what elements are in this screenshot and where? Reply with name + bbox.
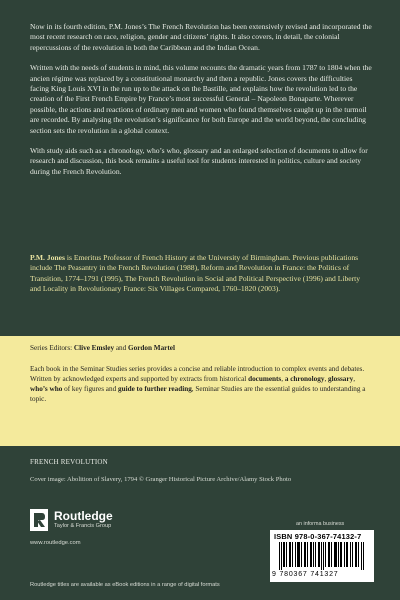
series-editor-1: Clive Emsley	[73, 344, 115, 352]
series-chronology: a chronology	[284, 375, 325, 383]
series-editors-label: Series Editors:	[30, 344, 74, 352]
blurb-paragraph-2: Written with the needs of students in mind, this volume recounts the dramatic years from 1787 to 1804 when the ancien régime was replaced by a constitutional monarchy and then a republic. Jones covers the difficulties facing King Louis XVI in the run up to the attack on the Bastille, and explains how the revolution led to the creation of the First French Empire by France’s most successful General – Napoleon Bonaparte. Wherever possible, the actions and reactions of ordinary men and women who found themselves caught up in the turmoil are recorded. By analysing the revolution’s significance for both Europe and the world beyond, the concluding section sets the revolution in a global context.	[30, 63, 372, 135]
barcode-bars-icon	[279, 542, 365, 570]
series-documents: documents	[248, 375, 282, 383]
series-band	[0, 336, 400, 446]
blurb-paragraph-1: Now in its fourth edition, P.M. Jones’s The French Revolution has been extensively revised and incorporated the most recent research on race, religion, gender and citizens’ rights. It also covers, in detail, the colonial repercussions of the revolution in both the Caribbean and the Indian Ocean.	[30, 22, 372, 52]
series-text-1: Each book in the Seminar Studies series provides a concise and reliable introduction to complex events and debates. Written by acknowledged experts and supported by extracts from historical	[30, 365, 365, 383]
barcode	[270, 530, 374, 582]
series-description	[30, 364, 372, 404]
series-sep-3: ,	[353, 375, 355, 383]
isbn: ISBN 978-0-367-74132-7	[274, 532, 362, 541]
author-name: P.M. Jones	[30, 253, 65, 262]
publisher-website: www.routledge.com	[30, 540, 81, 546]
author-bio	[30, 253, 370, 295]
series-sep-1: ,	[281, 375, 285, 383]
series-guide: guide to further reading	[117, 385, 192, 393]
publisher-group: Taylor & Francis Group	[54, 523, 112, 529]
blurb-paragraph-3: With study aids such as a chronology, who’s who, glossary and an enlarged selection of documents to allow for research and discussion, this book remains a useful tool for students interested in politics, culture and society during the French Revolution.	[30, 146, 368, 176]
author-bio-text: is Emeritus Professor of French History at the University of Birmingham. Previous publications include The Peasantry in the French Revolution (1988), Reform and Revolution in France: the Politics of Transition, 1774–1791 (1995), The French Revolution in Social and Political Perspective (1996) and Liberty and Locality in Revolutionary France: Six Villages Compared, 1760–1820 (2003).	[30, 253, 361, 294]
ebook-note: Routledge titles are available as eBook editions in a range of digital formats	[30, 582, 220, 588]
routledge-logo-icon	[30, 509, 48, 531]
blurb	[30, 22, 372, 187]
series-editors	[30, 343, 370, 353]
cover-credit: Cover image: Abolition of Slavery, 1794 © Granger Historical Picture Archive/Alamy Stock Photo	[30, 476, 292, 483]
series-editors-and: and	[114, 344, 129, 352]
series-whos-who: who’s who	[30, 385, 63, 393]
informa-business: an informa business	[296, 521, 345, 527]
subject-category: FRENCH REVOLUTION	[30, 458, 108, 466]
series-editor-2: Gordon Martel	[128, 344, 175, 352]
series-text-2: of key figures and	[62, 385, 118, 393]
barcode-digits: 9 780367 741327	[272, 571, 339, 578]
series-sep-2: ,	[324, 375, 329, 383]
publisher-name: Routledge	[54, 509, 113, 523]
series-text-3: , Seminar Studies are the essential guides to understanding a topic.	[30, 385, 366, 403]
series-glossary: glossary	[328, 375, 354, 383]
